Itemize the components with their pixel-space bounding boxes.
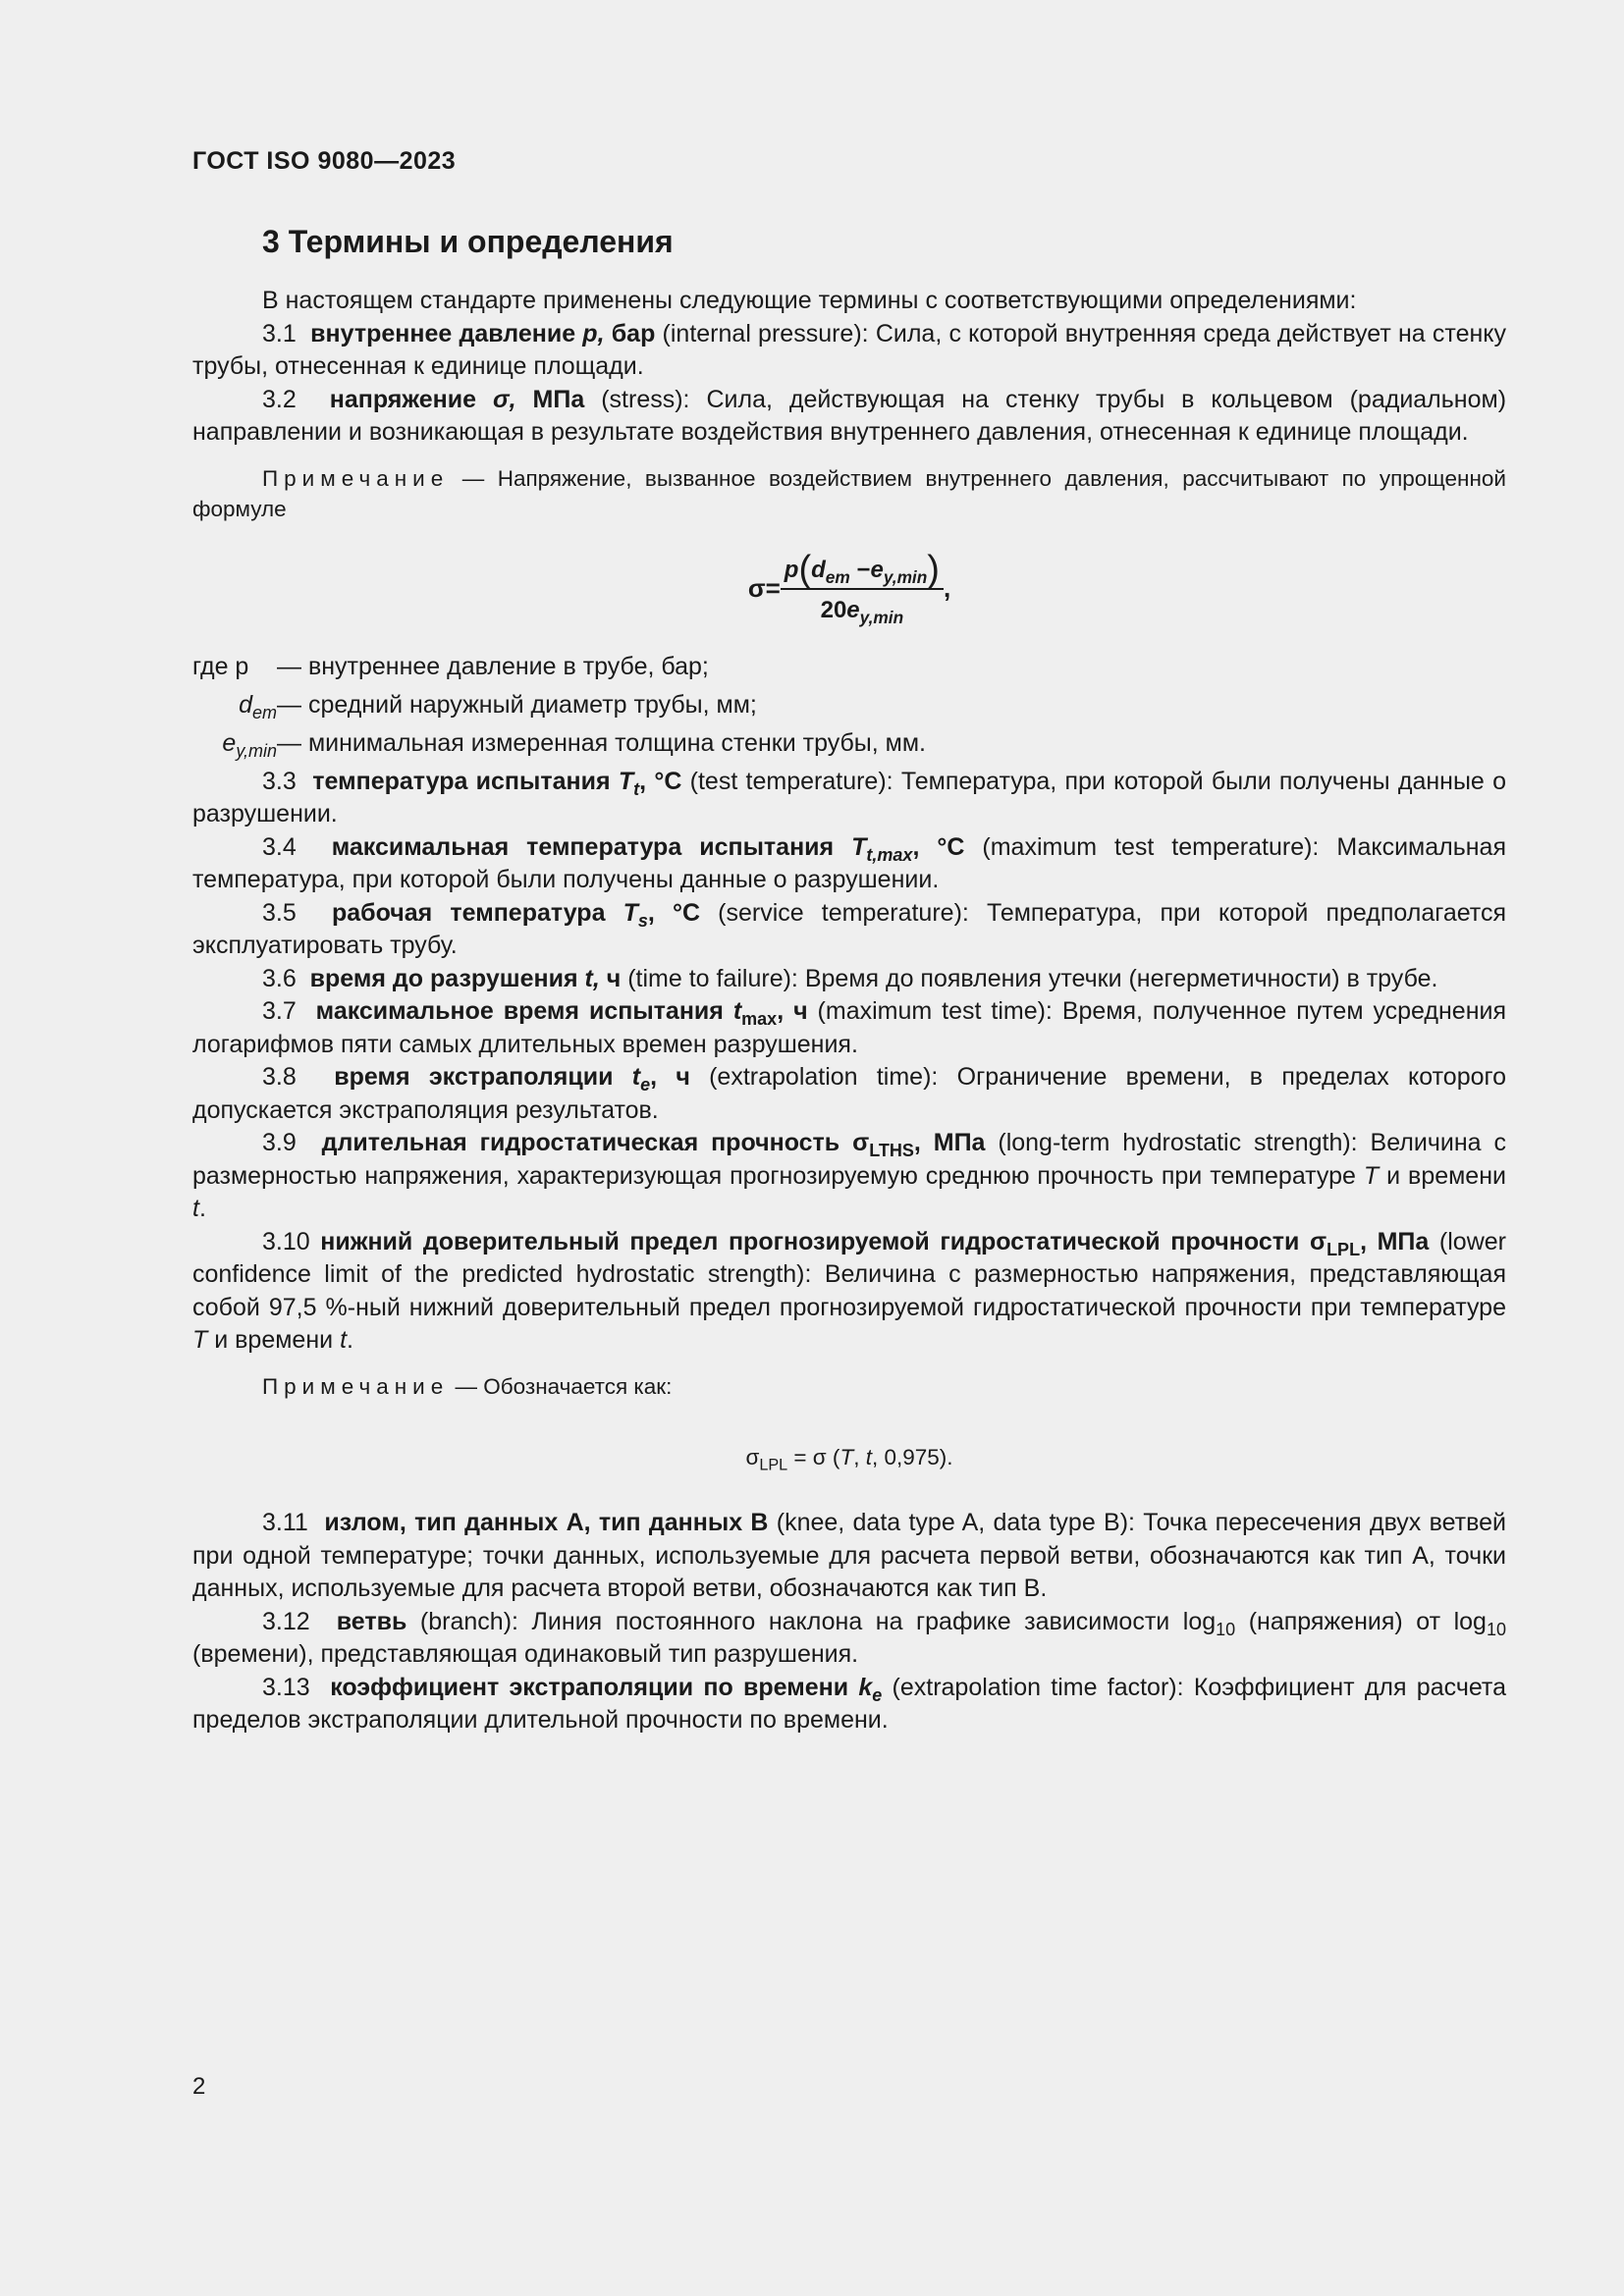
stress-formula: σ= $\frac{p(d_{em} -e_{y,min})}{20e_{y,min}}$ , (747, 548, 951, 627)
page-number: 2 (192, 2073, 206, 2100)
note-stress-formula: Примечание — Напряжение, вызванное воздействием внутреннего давления, рассчитывают по упрощенной формуле (192, 465, 1506, 521)
legend-row: $d_{em}$ — средний наружный диаметр трубы, мм; (239, 690, 757, 722)
legend-row: где p — внутреннее давление в трубе, бар; (192, 652, 709, 680)
term-3-4: 3.4 максимальная температура испытания $T_{t,max}$, °C (maximum test temperature): Максимальная температура, при которой были получены данные о разрушении. (192, 832, 1507, 893)
term-3-6: 3.6 время до разрушения t, ч (time to failure): Время до появления утечки (негерметичности) в трубе. (262, 964, 1438, 992)
section-title: 3 Термины и определения (262, 224, 674, 259)
term-3-2: 3.2 напряжение σ, МПа (stress): Сила, действующая на стенку трубы в кольцевом (радиальном) направлении и возникающая в результате воздействия внутреннего давления, отнесенная к единице площади. (192, 385, 1507, 446)
lpl-formula: $\sigma_{LPL} = \sigma$ (T, t, 0,975). (745, 1444, 953, 1473)
formula-legend (192, 651, 1506, 766)
term-3-10: 3.10 нижний доверительный предел прогнозируемой гидростатической прочности $\sigma_{LPL}$, МПа (lower confidence limit of the predicted hydrostatic strength): Величина с размерностью напряжения, представляющая собой 97,5 %-ный нижний доверительный предел прогнозируемой гидростатической прочности при температуре T и времени t. (192, 1227, 1507, 1354)
term-3-13: 3.13 коэффициент экстраполяции по времени $k_e$ (extrapolation time factor): Коэффициент для расчета пределов экстраполяции длительной прочности по времени. (192, 1673, 1506, 1734)
term-3-5: 3.5 рабочая температура $T_s$, °C (service temperature): Температура, при которой предполагается эксплуатировать трубу. (192, 898, 1507, 959)
term-3-7: 3.7 максимальное время испытания $t_{max}$, ч (maximum test time): Время, полученное путем усреднения логарифмов пяти самых длительных времен разрушения. (192, 997, 1507, 1058)
legend-row: $e_{y,min}$ — минимальная измеренная толщина стенки трубы, мм. (222, 728, 926, 761)
term-3-9: 3.9 длительная гидростатическая прочность $\sigma_{LTHS}$, МПа (long-term hydrostatic strength): Величина с размерностью напряжения, характеризующая прогнозируемую среднюю прочность при температуре T и времени t. (192, 1129, 1506, 1222)
term-3-1: 3.1 внутреннее давление p, бар (internal pressure): Сила, с которой внутренняя среда действует на стенку трубы, отнесенная к единице площади. (192, 319, 1506, 380)
term-3-8: 3.8 время экстраполяции $t_e$, ч (extrapolation time): Ограничение времени, в пределах которого допускается экстраполяция результатов. (192, 1063, 1506, 1124)
intro-paragraph: В настоящем стандарте применены следующие термины с соответствующими определениями: (262, 287, 1357, 314)
term-3-11: 3.11 излом, тип данных А, тип данных В (knee, data type A, data type B): Точка пересечения двух ветвей при одной температуре; точки данных, используемые для расчета первой ветви, обозначаются как тип А, точки данных, используемые для расчета второй ветви, обозначаются как тип В. (192, 1509, 1506, 1602)
term-3-3: 3.3 температура испытания $T_t$, °C (test temperature): Температура, при которой были получены данные о разрушении. (192, 767, 1507, 828)
document-body (192, 285, 1506, 1737)
note-lpl: Примечание — Обозначается как: (262, 1373, 673, 1399)
term-3-12: 3.12 ветвь (branch): Линия постоянного наклона на графике зависимости $\log_{10}$ (напряжения) от $\log_{10}$ (времени), представляющая одинаковый тип разрушения. (192, 1607, 1506, 1668)
standard-header: ГОСТ ISO 9080—2023 (192, 147, 457, 175)
